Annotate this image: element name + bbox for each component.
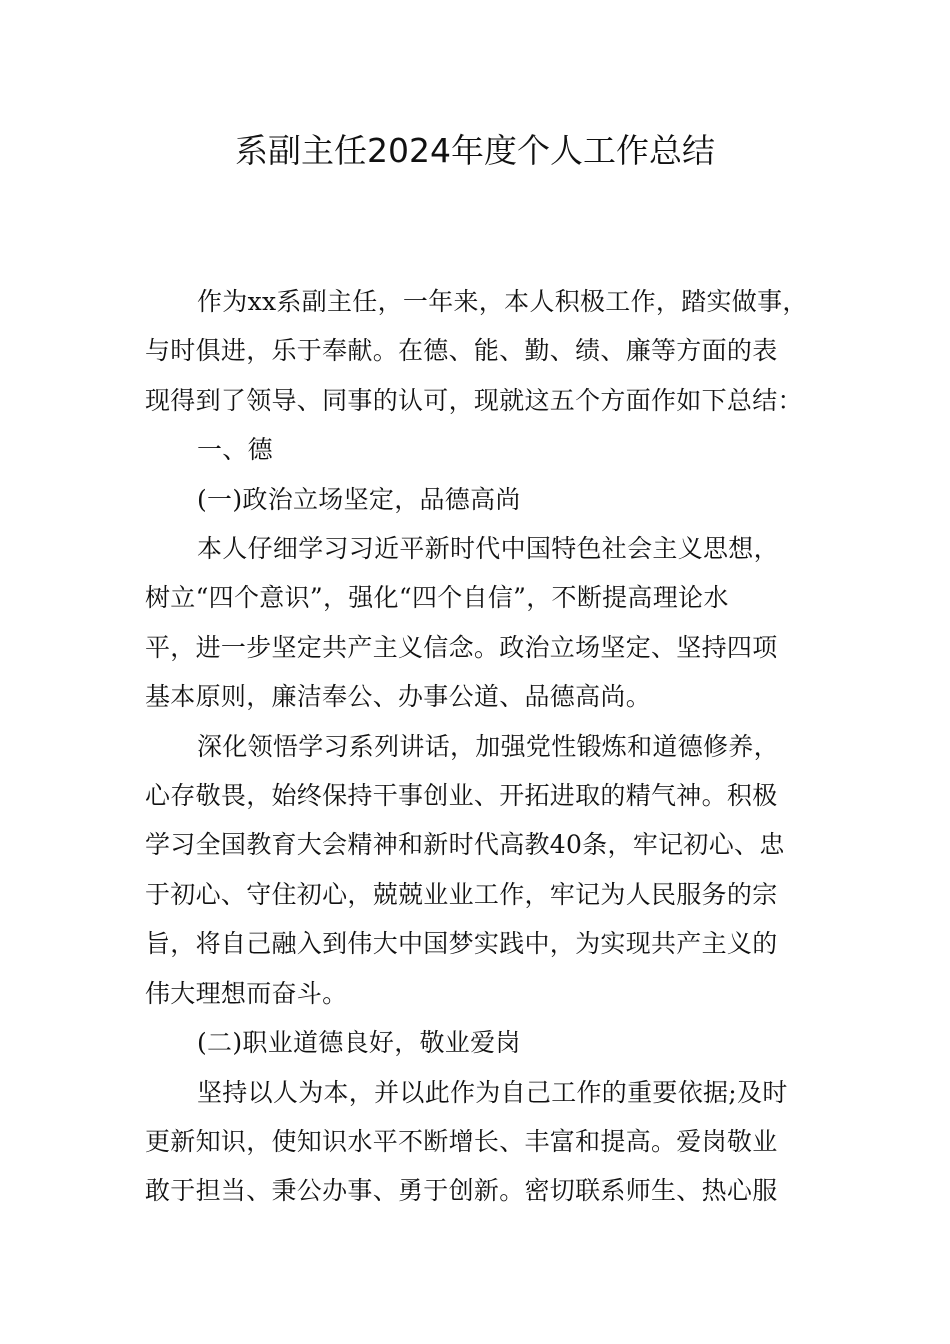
paragraph-line: 树立“四个意识”，强化“四个自信”，不断提高理论水 xyxy=(145,583,729,613)
paragraph-line: 旨，将自己融入到伟大中国梦实践中，为实现共产主义的 xyxy=(145,929,778,959)
document-title: 系副主任2024年度个人工作总结 xyxy=(235,131,715,170)
subsection-heading-1: (一)政治立场坚定，品德高尚 xyxy=(197,484,521,514)
paragraph-line: 伟大理想而奋斗。 xyxy=(145,978,348,1008)
subsection-heading-2: (二)职业道德良好，敬业爱岗 xyxy=(197,1028,521,1058)
section-heading-de: 一、德 xyxy=(197,435,273,465)
paragraph-line: 平，进一步坚定共产主义信念。政治立场坚定、坚持四项 xyxy=(145,632,778,662)
paragraph-line: 坚持以人为本，并以此作为自己工作的重要依据;及时 xyxy=(197,1077,788,1107)
paragraph-line: 心存敬畏，始终保持干事创业、开拓进取的精气神。积极 xyxy=(145,781,778,811)
paragraph-line: 本人仔细学习习近平新时代中国特色社会主义思想， xyxy=(197,534,779,564)
paragraph-line: 现得到了领导、同事的认可，现就这五个方面作如下总结： xyxy=(145,385,803,415)
paragraph-line: 更新知识，使知识水平不断增长、丰富和提高。爱岗敬业 xyxy=(145,1126,778,1156)
paragraph-line: 作为xx系副主任，一年来，本人积极工作，踏实做事， xyxy=(197,287,808,316)
document-body xyxy=(145,277,810,1216)
paragraph-line: 于初心、守住初心，兢兢业业工作，牢记为人民服务的宗 xyxy=(145,879,778,909)
paragraph-line: 深化领悟学习系列讲话，加强党性锻炼和道德修养， xyxy=(197,731,779,761)
paragraph-line: 与时俱进，乐于奉献。在德、能、勤、绩、廉等方面的表 xyxy=(145,336,778,366)
paragraph-line: 学习全国教育大会精神和新时代高教40条，牢记初心、忠 xyxy=(145,830,785,860)
paragraph-line: 敢于担当、秉公办事、勇于创新。密切联系师生、热心服 xyxy=(145,1176,778,1206)
paragraph-line: 基本原则，廉洁奉公、办事公道、品德高尚。 xyxy=(145,682,652,712)
